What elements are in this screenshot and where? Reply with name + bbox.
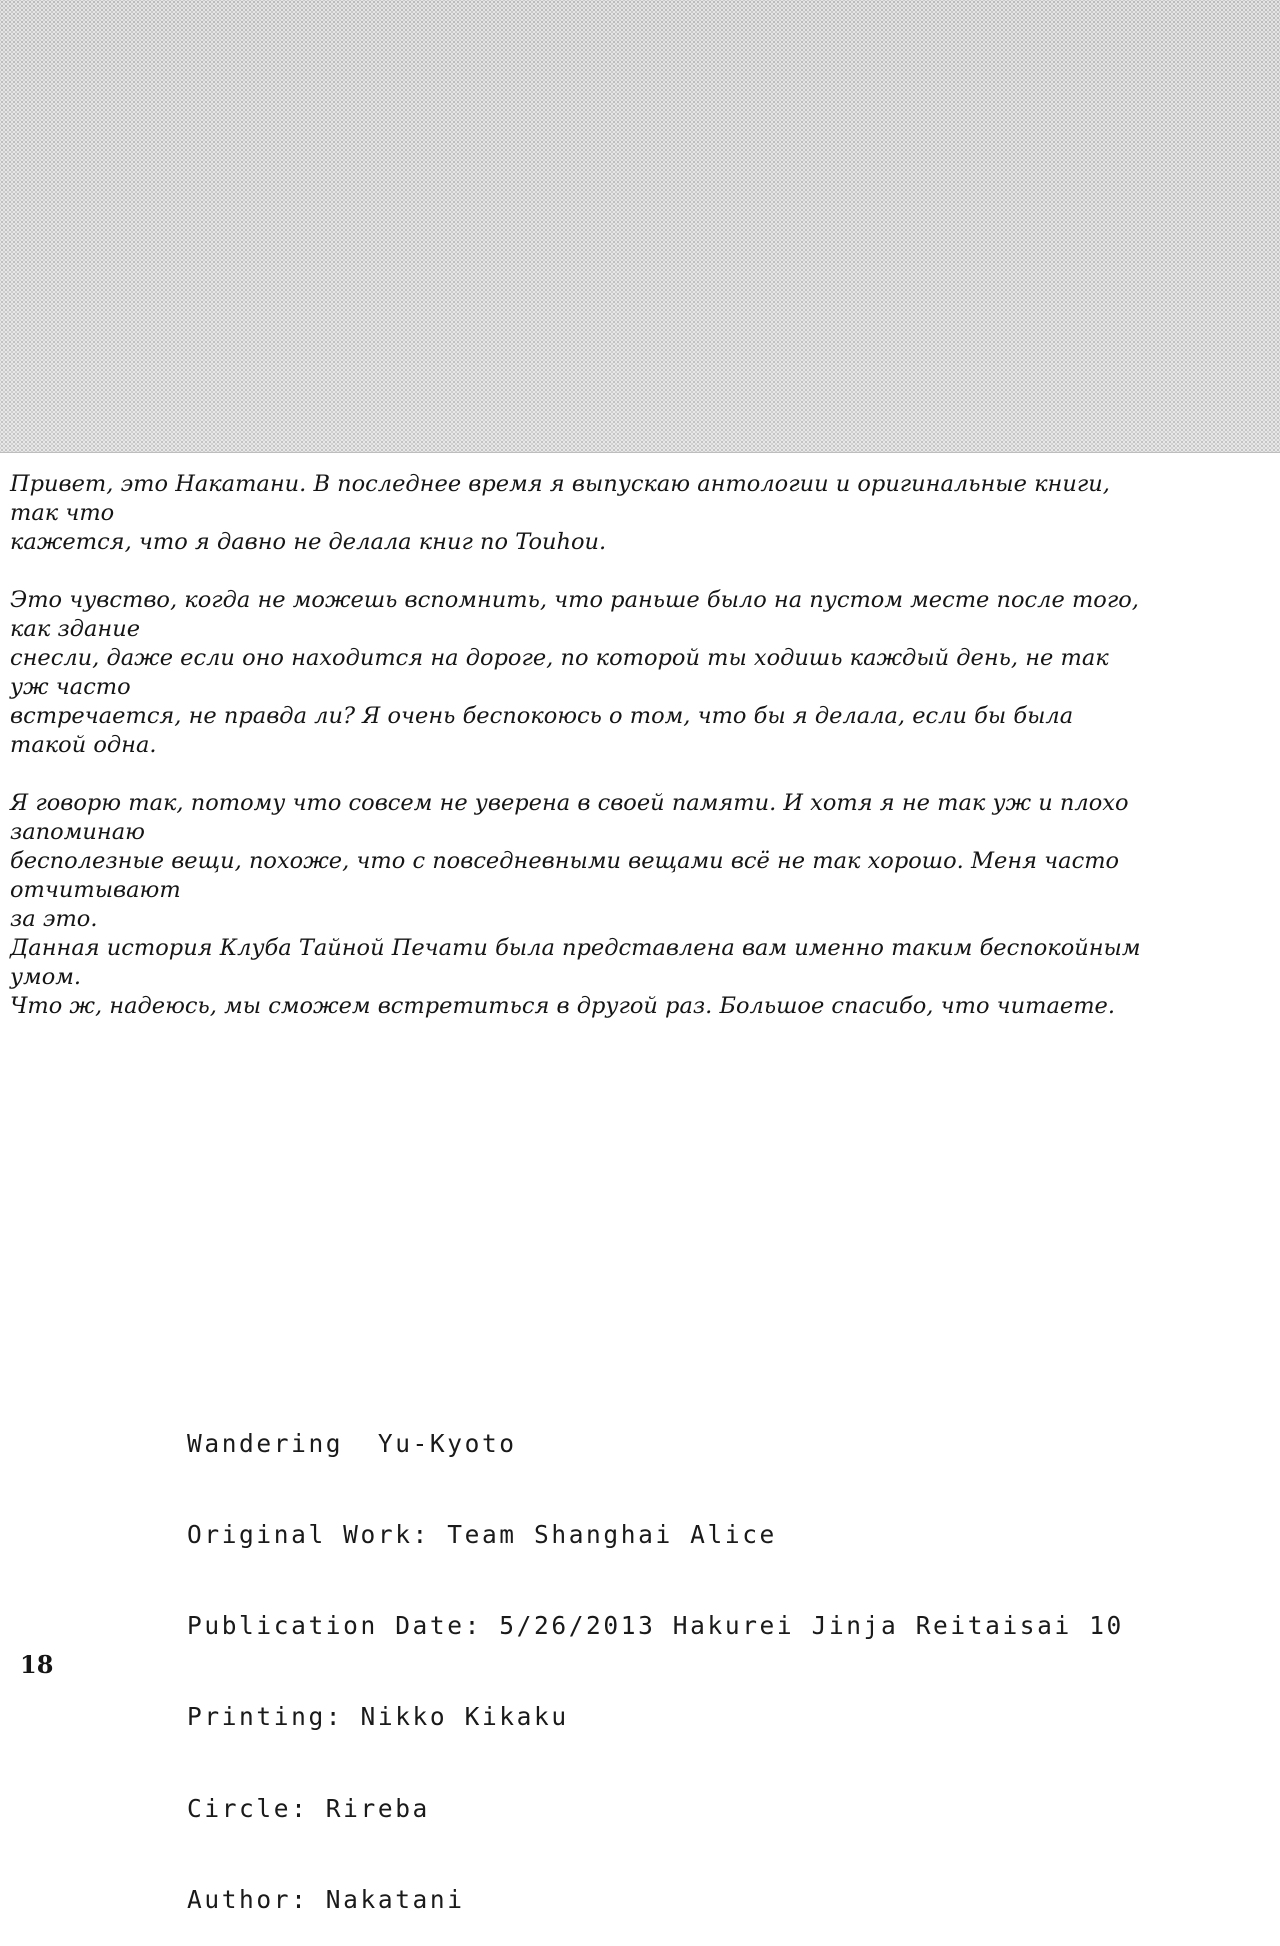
afterword-paragraph-2: Это чувство, когда не можешь вспомнить, что раньше было на пустом месте после того, как здание снесли, даже если оно находится на дороге, по которой ты ходишь каждый день, не так уж часто встречается, не правда ли? Я очень беспокоюсь о том, что бы я делала, если бы была такой одна.: [10, 587, 1139, 758]
afterword-paragraph-4: Данная история Клуба Тайной Печати была представлена вам именно таким беспокойным умом. Что ж, надеюсь, мы сможем встретиться в другой раз. Большое спасибо, что читаете.: [10, 935, 1141, 1019]
screentone-panel: [0, 0, 1280, 453]
afterword-paragraph-1: Привет, это Накатани. В последнее время я выпускаю антологии и оригинальные книги, так что кажется, что я давно не делала книг по Touhou.: [10, 471, 1110, 555]
afterword-paragraph-3: Я говорю так, потому что совсем не уверена в своей памяти. И хотя я не так уж и плохо запоминаю бесполезные вещи, похоже, что с повседневными вещами всё не так хорошо. Меня часто отчитывают за это.: [10, 790, 1129, 932]
afterword-text: [10, 470, 1150, 1021]
colophon: [187, 1368, 1124, 1946]
page-number: 18: [20, 1650, 54, 1679]
colophon-author: Author: Nakatani: [187, 1884, 465, 1914]
colophon-circle: Circle: Rireba: [187, 1793, 430, 1823]
colophon-original-work: Original Work: Team Shanghai Alice: [187, 1520, 777, 1550]
colophon-publication-date: Publication Date: 5/26/2013 Hakurei Jinja Reitaisai 10: [187, 1611, 1124, 1641]
colophon-title: Wandering Yu-Kyoto: [187, 1428, 517, 1458]
colophon-printing: Printing: Nikko Kikaku: [187, 1702, 569, 1732]
